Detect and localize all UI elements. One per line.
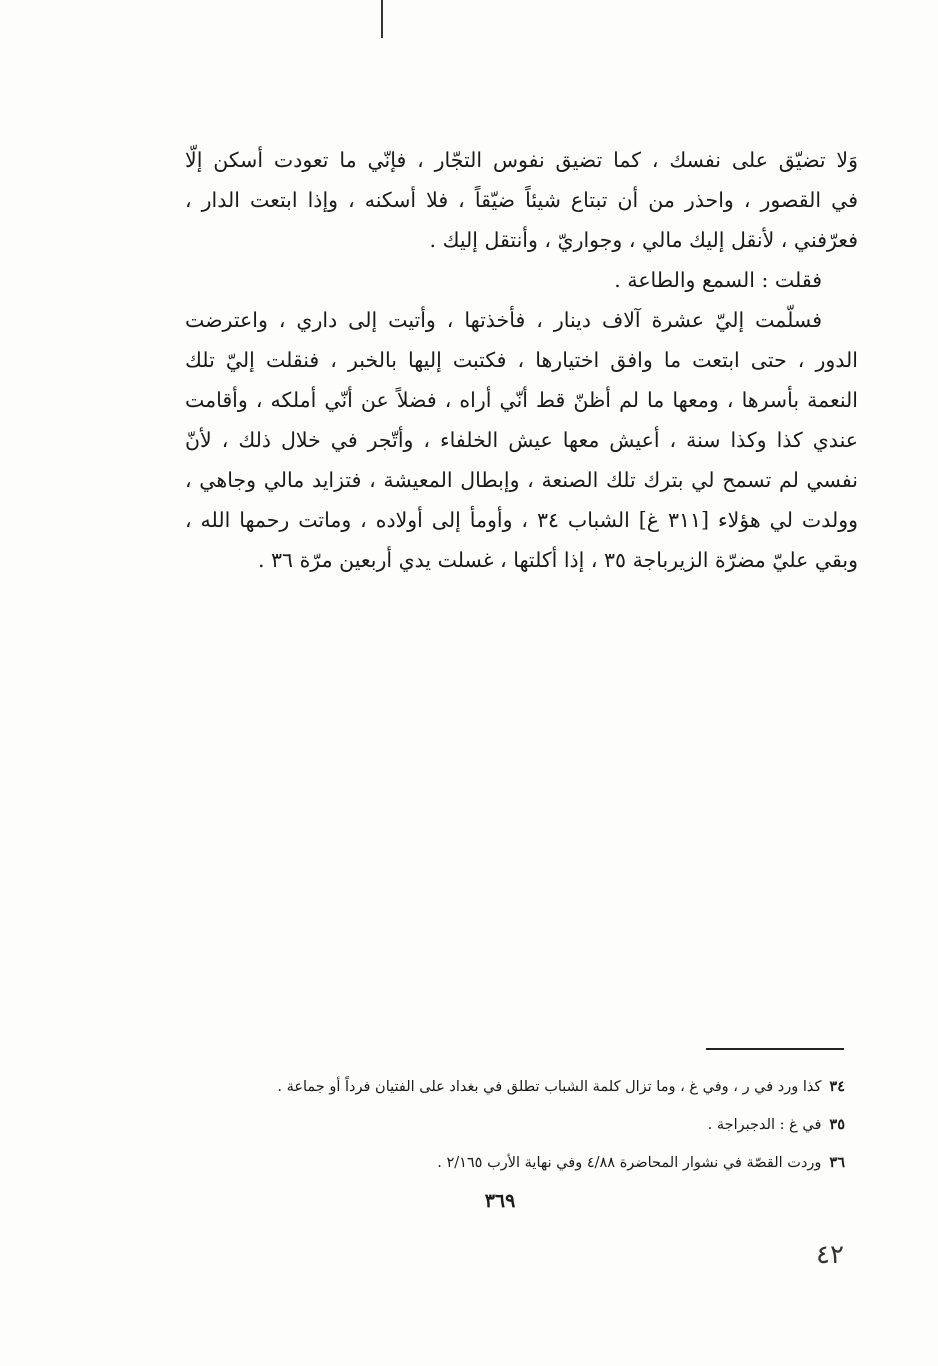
text-line: وَلا تضيّق على نفسك ، كما تضيق نفوس التجّار ، فإنّي ما تعودت أسكن إلّا — [185, 148, 858, 172]
folio-mark: ٤٢ — [816, 1240, 844, 1270]
footnote-text: في غ : الدجبراجة . — [707, 1117, 822, 1133]
text-line: نفسي لم تسمح لي بترك تلك الصنعة ، وإبطال المعيشة ، فتزايد مالي وجاهي ، — [185, 468, 858, 492]
text-line: فعرّفني ، لأنقل إليك مالي ، وجواريّ ، وأنتقل إليك . — [429, 228, 858, 252]
text-line: فقلت : السمع والطاعة . — [614, 268, 822, 292]
footnote-number: ٣٥ — [829, 1116, 845, 1133]
text-line: النعمة بأسرها ، ومعها ما لم أظنّ قط أنّي أراه ، فضلاً عن أنّي أملكه ، وأقامت — [185, 388, 858, 412]
footnote-separator — [706, 1048, 844, 1050]
footnotes-block — [230, 1068, 845, 1182]
text-line: فسلّمت إليّ عشرة آلاف دينار ، فأخذتها ، وأتيت إلى داري ، واعترضت — [185, 308, 822, 332]
footnote — [230, 1106, 845, 1144]
text-line: الدور ، حتى ابتعت ما وافق اختيارها ، فكتبت إليها بالخبر ، فنقلت إليّ تلك — [185, 348, 858, 372]
text-line: في القصور ، واحذر من أن تبتاع شيئاً ضيّقاً ، فلا أسكنه ، وإذا ابتعت الدار ، — [185, 188, 858, 212]
footnote-number: ٣٦ — [829, 1154, 845, 1171]
text-line: وولدت لي هؤلاء [٣١١ غ] الشباب ٣٤ ، وأومأ إلى أولاده ، وماتت رحمها الله ، — [185, 508, 858, 532]
main-text-block — [185, 140, 858, 580]
page-number: ٣٦٩ — [484, 1190, 516, 1212]
footnote-text: كذا ورد في ر ، وفي غ ، وما تزال كلمة الشباب تطلق في بغداد على الفتيان فرداً أو جماعة . — [277, 1079, 822, 1095]
footnote-text: وردت القصّة في نشوار المحاضرة ٤/٨٨ وفي نهاية الأرب ٢/١٦٥ . — [437, 1155, 822, 1171]
footnote — [230, 1144, 845, 1182]
text-line: عندي كذا وكذا سنة ، أعيش معها عيش الخلفاء ، وأتّجر في خلال ذلك ، لأنّ — [185, 428, 858, 452]
gutter-line — [381, 0, 383, 38]
footnote — [230, 1068, 845, 1106]
footnote-number: ٣٤ — [829, 1078, 845, 1095]
text-line: وبقي عليّ مضرّة الزيرباجة ٣٥ ، إذا أكلتها ، غسلت يدي أربعين مرّة ٣٦ . — [257, 548, 858, 572]
